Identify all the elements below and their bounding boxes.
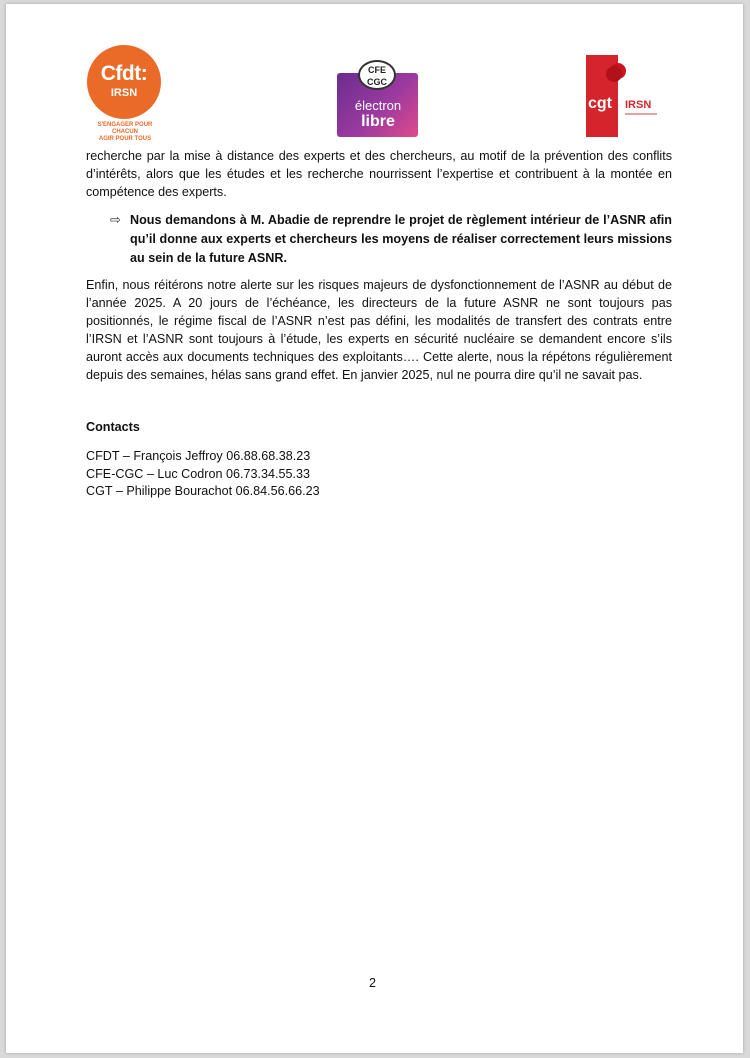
contact-item: CGT – Philippe Bourachot 06.84.56.66.23 xyxy=(86,484,320,498)
cfdt-irsn-logo xyxy=(85,45,165,141)
cfdt-logo-name: Cfdt: xyxy=(100,62,148,85)
cfe-logo-word1: électron xyxy=(354,98,402,113)
demand-paragraph: Nous demandons à M. Abadie de reprendre le projet de règlement intérieur de l’ASNR afin qu’il donne aux experts et chercheurs les moyens de réaliser correctement leurs missions au sein de la future ASNR. xyxy=(130,213,672,265)
cfe-logo-word2: libre xyxy=(361,113,395,130)
cfdt-logo-tagline: S'ENGAGER POUR CHACUN AGIR POUR TOUS xyxy=(97,122,153,142)
alert-paragraph: Enfin, nous réitérons notre alerte sur les risques majeurs de dysfonctionnement de l’ASNR au début de l’année 2025. A 20 jours de l’échéance, les directeurs de la future ASNR ne sont toujours pas positionnés, le régime fiscal de l’ASNR n’est pas défini, les modalités de transfert des contrats entre l’IRSN et l’ASNR sont toujours à l’étude, les experts en sécurité nucléaire se demandent encore s’ils auront accès aux documents techniques des exploitants…. Cette alerte, nous la répétons régulièrement depuis des semaines, hélas sans grand effet. En janvier 2025, nul ne pourra dire qu’il ne savait pas. xyxy=(86,278,672,382)
arrow-bullet-icon: ⇨ xyxy=(110,212,121,227)
contact-item: CFE-CGC – Luc Codron 06.73.34.55.33 xyxy=(86,466,311,481)
cgt-logo-line xyxy=(625,113,657,115)
contacts-heading: Contacts xyxy=(86,420,140,434)
cgt-irsn-logo xyxy=(582,55,682,141)
cgt-logo-sub: IRSN xyxy=(625,99,652,111)
page-number: 2 xyxy=(369,976,377,990)
contact-item: CFDT – François Jeffroy 06.88.68.38.23 xyxy=(86,449,311,463)
flower-icon xyxy=(606,66,622,82)
contacts-list xyxy=(86,448,320,501)
cfe-cgc-badge: CFE CGC xyxy=(358,60,396,90)
document-page xyxy=(6,4,743,1053)
continued-paragraph: recherche par la mise à distance des experts et des chercheurs, au motif de la prévention des conflits d’intérêts, alors que les études et les recherche nourrissent l’expertise et contribuent à la montée en compétence des experts. xyxy=(86,149,672,199)
cfe-cgc-electron-libre-logo xyxy=(333,60,423,140)
cfdt-logo-sub: IRSN xyxy=(110,87,138,99)
cgt-logo-name: cgt xyxy=(588,95,612,112)
